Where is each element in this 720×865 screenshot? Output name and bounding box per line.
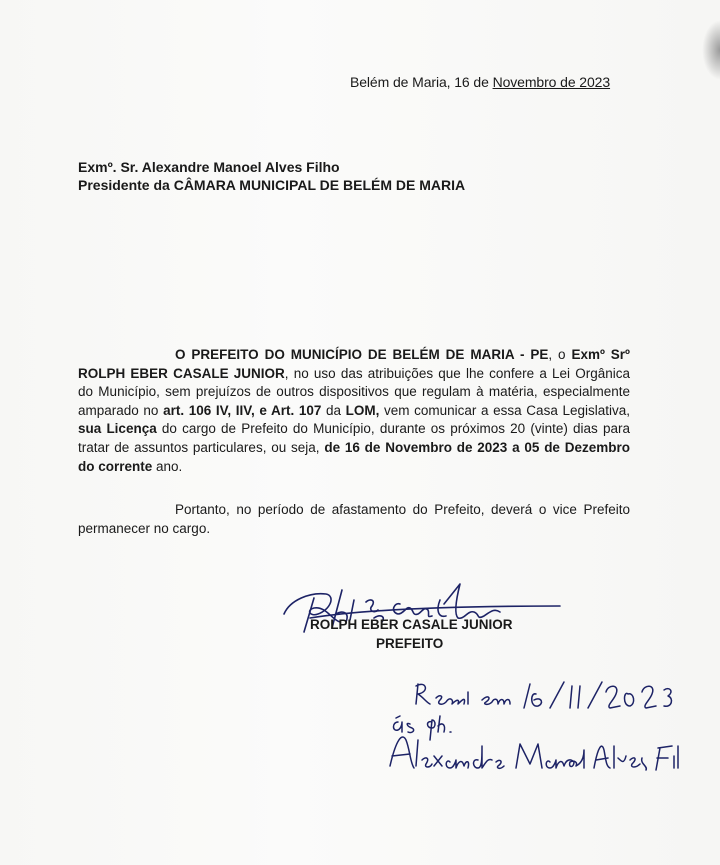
- body-text-3: da: [321, 402, 346, 418]
- body-text-5: do cargo de Prefeito do Município, durante os próximos 20 (vinte) dias para tratar de assuntos particulares, ou seja,: [78, 421, 630, 455]
- addressee-title: Presidente da CÂMARA MUNICIPAL DE BELÉM DE MARIA: [78, 177, 466, 193]
- license-term: sua Licença: [78, 421, 157, 437]
- signer-name: ROLPH EBER CASALE JUNIOR: [310, 617, 513, 632]
- date-prefix: Belém de Maria, 16 de: [350, 74, 489, 90]
- body-text-2: , no uso das atribuições que lhe confere a Lei Orgânica do Município, sem prejuízos de outros dispositivos que regulam à matéria, especialmente amparado no: [78, 365, 630, 418]
- closing-text: Portanto, no período de afastamento do Prefeito, deverá o vice Prefeito permanecer no cargo.: [78, 502, 630, 536]
- receipt-handwritten-note: [370, 670, 680, 780]
- body-text-1: , o: [548, 347, 572, 362]
- date-line: [350, 74, 610, 90]
- body-text-6: ano.: [152, 458, 183, 474]
- addressee-block: [78, 158, 465, 194]
- closing-paragraph: [78, 500, 630, 538]
- mayor-heading: O PREFEITO DO MUNICÍPIO DE BELÉM DE MARIA - PE: [175, 347, 549, 362]
- law-articles: art. 106 IV, IIV, e Art. 107: [163, 402, 322, 418]
- body-text-4: vem comunicar a essa Casa Legislativa,: [379, 402, 630, 418]
- signer-role: PREFEITO: [376, 636, 444, 651]
- mayor-name: Exmº Srº ROLPH EBER CASALE JUNIOR: [78, 347, 630, 381]
- main-paragraph: [78, 346, 630, 476]
- page-edge-shadow: [702, 20, 720, 80]
- license-period: de 16 de Novembro de 2023 a 05 de Dezembro do corrente: [78, 439, 630, 474]
- date-month-year: Novembro de 2023: [492, 74, 611, 90]
- addressee-name: Exmº. Sr. Alexandre Manoel Alves Filho: [78, 159, 340, 175]
- law-name: LOM,: [345, 402, 380, 418]
